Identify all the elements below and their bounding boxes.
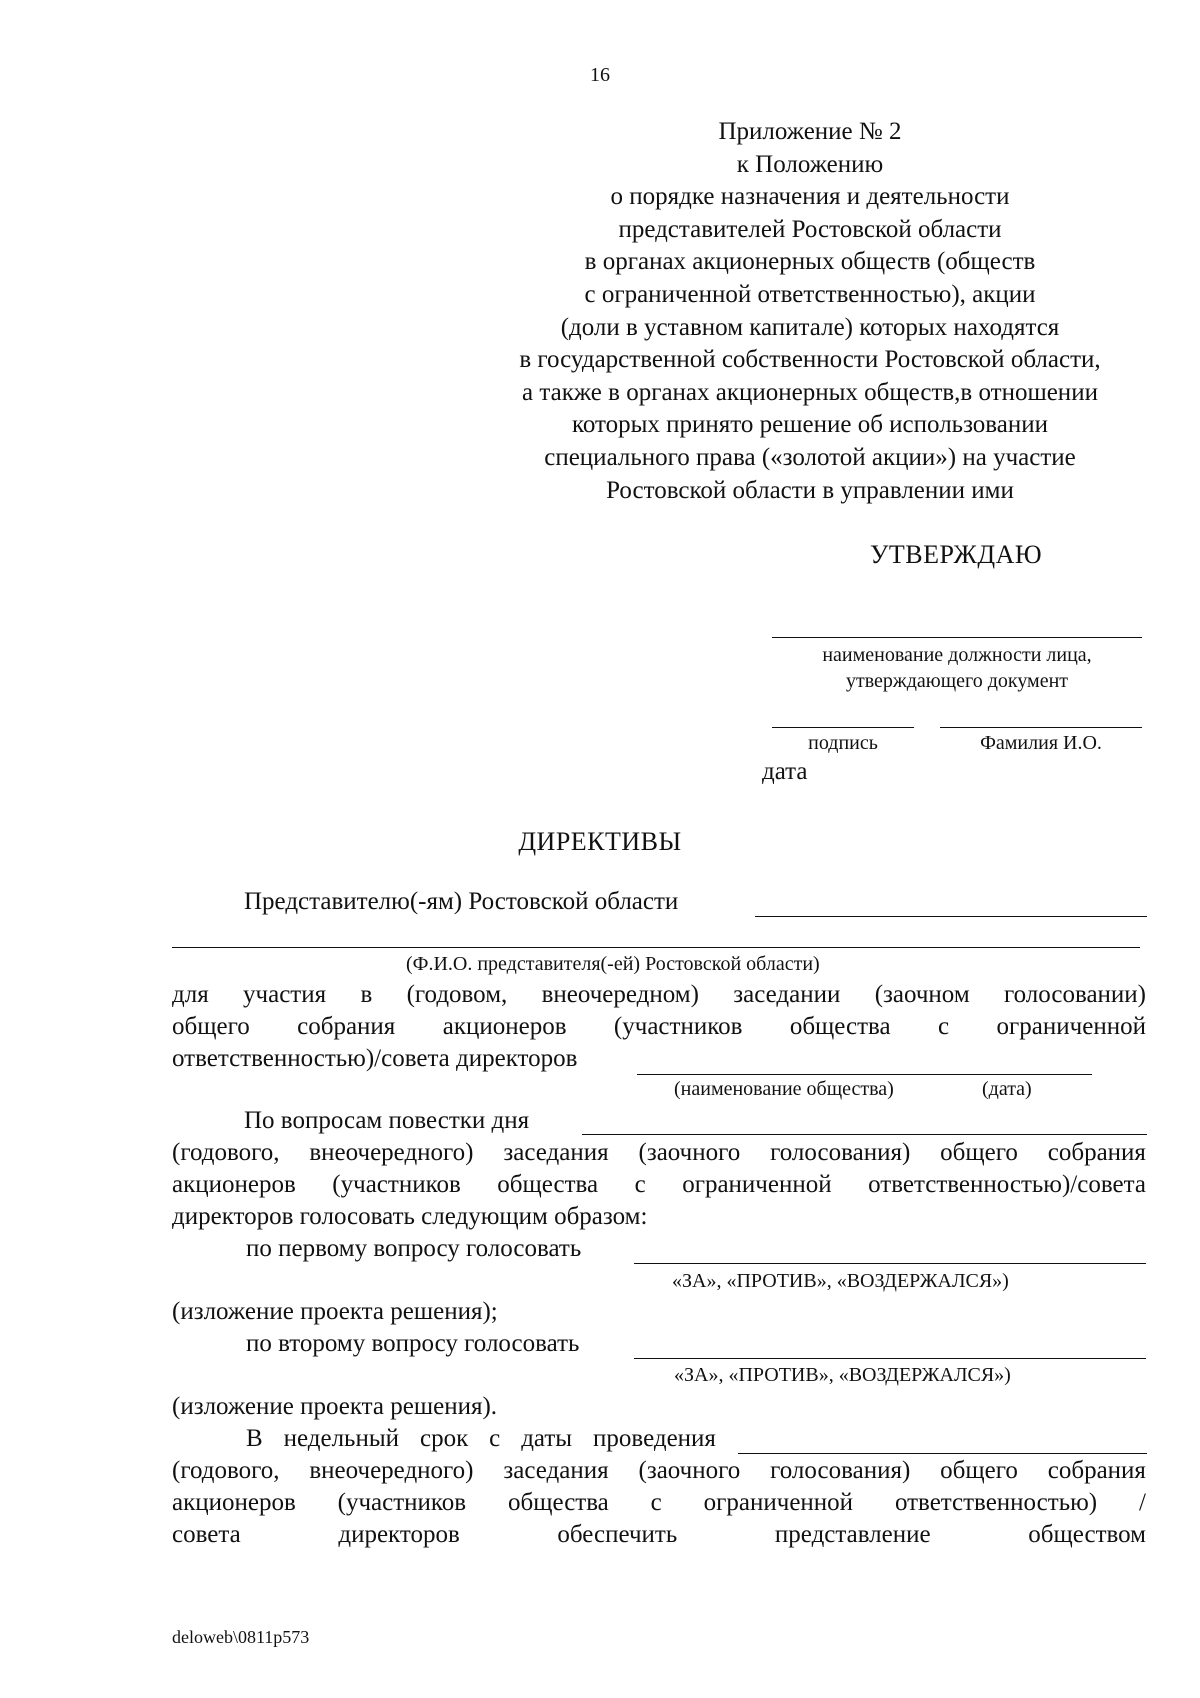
appendix-line: (доли в уставном капитале) которых находятся [560, 313, 1060, 341]
paragraph-line: совета директоров обеспечить представление обществом [172, 1521, 1146, 1548]
appendix-line: к Положению [736, 150, 884, 178]
signature-line [772, 727, 914, 728]
paragraph-line: акционеров (участников общества с ограниченной ответственностью) / [172, 1489, 1146, 1516]
appendix-line: которых принято решение об использовании [571, 411, 1049, 439]
position-caption: наименование должности лица, [822, 644, 1092, 666]
appendix-line: Приложение № 2 [718, 118, 902, 145]
document-reference: deloweb\0811p573 [172, 1627, 310, 1647]
date-fill-line [738, 1453, 1147, 1454]
paragraph-line: В недельный срок с даты проведения [246, 1425, 716, 1452]
appendix-line: с ограниченной ответственностью), акции [584, 280, 1036, 308]
position-caption: утверждающего документ [845, 670, 1069, 692]
company-caption: (наименование общества) [674, 1078, 894, 1100]
paragraph-line: (годового, внеочередного) заседания (заочного голосования) общего собрания [172, 1457, 1146, 1484]
document-title: ДИРЕКТИВЫ [518, 827, 682, 856]
representative-fill-line [172, 947, 1140, 948]
position-signature-line [772, 637, 1142, 638]
paragraph-line: для участия в (годовом, внеочередном) заседании (заочном голосовании) [172, 981, 1146, 1008]
representative-label: Представителю(-ям) Ростовской области [244, 888, 679, 915]
question2-label: по второму вопросу голосовать [246, 1330, 580, 1357]
appendix-line: в органах акционерных обществ (обществ [584, 248, 1036, 276]
agenda-fill-line [582, 1134, 1147, 1135]
name-caption: Фамилия И.О. [980, 732, 1102, 754]
vote-options-caption: «ЗА», «ПРОТИВ», «ВОЗДЕРЖАЛСЯ») [672, 1270, 1009, 1292]
appendix-line: о порядке назначения и деятельности [610, 183, 1010, 211]
signature-caption: подпись [808, 732, 878, 754]
representative-caption: (Ф.И.О. представителя(-ей) Ростовской области) [406, 953, 820, 975]
appendix-line: представителей Ростовской области [618, 215, 1002, 243]
appendix-line: специального права («золотой акции») на участие [544, 443, 1076, 471]
appendix-line: а также в органах акционерных обществ,в отношении [522, 378, 1098, 406]
representative-fill-line [755, 916, 1147, 917]
approve-heading: УТВЕРЖДАЮ [870, 540, 1043, 569]
name-line [940, 727, 1142, 728]
paragraph-line: директоров голосовать следующим образом: [172, 1203, 648, 1230]
vote-options-caption: «ЗА», «ПРОТИВ», «ВОЗДЕРЖАЛСЯ») [674, 1364, 1011, 1386]
paragraph-line: акционеров (участников общества с ограниченной ответственностью)/совета [172, 1171, 1146, 1198]
paragraph-line: общего собрания акционеров (участников общества с ограниченной [172, 1013, 1146, 1040]
agenda-label: По вопросам повестки дня [244, 1107, 530, 1134]
question1-fill-line [634, 1263, 1146, 1264]
company-fill-line [637, 1074, 1092, 1075]
appendix-line: в государственной собственности Ростовской области, [519, 346, 1101, 374]
appendix-line: Ростовской области в управлении ими [606, 476, 1014, 504]
date-field-caption: (дата) [982, 1078, 1032, 1100]
question1-label: по первому вопросу голосовать [246, 1235, 582, 1262]
paragraph-line: (годового, внеочередного) заседания (заочного голосования) общего собрания [172, 1139, 1146, 1166]
page-number: 16 [590, 64, 610, 86]
paragraph-line: ответственностью)/совета директоров [172, 1045, 578, 1072]
date-caption: дата [762, 758, 808, 785]
draft-caption: (изложение проекта решения). [172, 1393, 498, 1420]
draft-caption: (изложение проекта решения); [172, 1298, 498, 1325]
appendix-header [430, 116, 1190, 507]
question2-fill-line [634, 1358, 1146, 1359]
